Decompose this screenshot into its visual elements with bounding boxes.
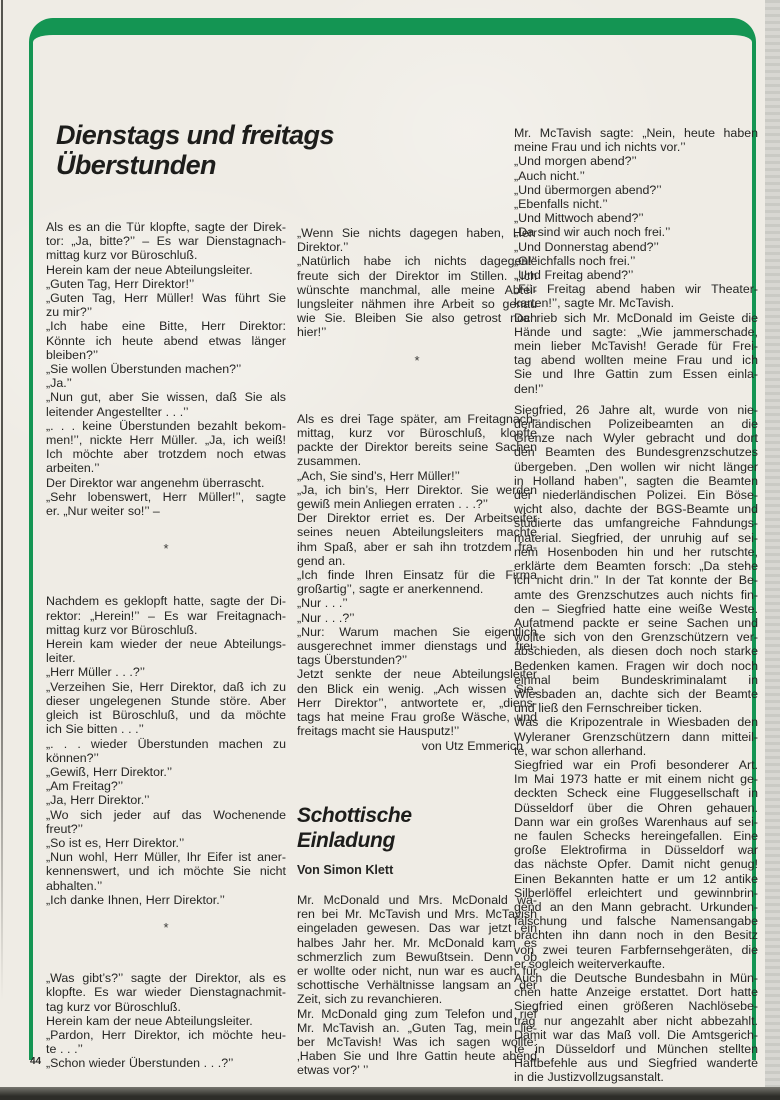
text-line: Düsseldorf über die Ohren gehauen. bbox=[514, 800, 758, 815]
article-title bbox=[56, 120, 334, 180]
text-line: „Und Donnerstag abend?’’ bbox=[514, 239, 659, 254]
paragraph bbox=[46, 291, 286, 319]
text-line: wollte sich von den Grenzschützern ver- bbox=[514, 630, 758, 645]
text-line: amte des Grenzschutzes auch nichts fin- bbox=[514, 587, 758, 602]
text-line: Siegfried einen größeren Nachlösebe- bbox=[514, 999, 758, 1014]
paragraph bbox=[514, 154, 758, 168]
text-line: „Gleichfalls noch frei.’’ bbox=[514, 253, 636, 268]
text-line: ihm Spaß, aber er sah ihn trotzdem fra- bbox=[297, 539, 537, 554]
text-line: er wollte oder nicht, nun war es auch für bbox=[297, 963, 537, 978]
text-line: er. „Nur weiter so!’’ – bbox=[46, 504, 160, 519]
text-line: Wiesbaden an, dachte sich der Beamte bbox=[514, 686, 758, 701]
paragraph bbox=[514, 197, 758, 211]
paragraph bbox=[297, 611, 537, 625]
paragraph bbox=[514, 254, 758, 268]
text-line: den Beamten des Bundesgrenzschutzes bbox=[514, 445, 758, 460]
text-line: gend an. bbox=[297, 553, 346, 568]
text-line: Herr Direktor’’, antwortete er, „diens- bbox=[297, 695, 537, 710]
text-line: „Nur . . .’’ bbox=[297, 596, 348, 611]
text-line: te in Düsseldorf und München stellten bbox=[514, 1042, 758, 1056]
text-line: ich Sie bitten . . .’’ bbox=[46, 722, 144, 737]
paragraph bbox=[297, 1007, 537, 1078]
paragraph bbox=[46, 1056, 286, 1070]
text-line: trag nur angezahlt aber nicht abbezahlt. bbox=[514, 1013, 758, 1028]
text-line: „Und Freitag abend?’’ bbox=[514, 268, 634, 283]
scan-edge-left bbox=[1, 0, 3, 1000]
paragraph bbox=[46, 850, 286, 893]
text-line: „Nur: Warum machen Sie eigentlich bbox=[297, 624, 537, 639]
story-title bbox=[297, 803, 537, 853]
text-line: „Und Mittwoch abend?’’ bbox=[514, 211, 644, 226]
text-line: wicht also, dachte der BGS-Beamte und bbox=[514, 502, 758, 517]
story-title-line: Einladung bbox=[297, 828, 395, 852]
text-line: Herein kam der neue Abteilungsleiter. bbox=[46, 1013, 253, 1028]
text-line: „Gewiß, Herr Direktor.’’ bbox=[46, 764, 173, 779]
paragraph bbox=[514, 758, 758, 971]
paragraph bbox=[514, 240, 758, 254]
paragraph bbox=[46, 680, 286, 737]
paragraph bbox=[46, 220, 286, 263]
text-line: Da rieb sich Mr. McDonald im Geiste die bbox=[514, 310, 758, 325]
text-line: den – Siegfried hatte eine weiße Weste. bbox=[514, 601, 758, 616]
text-line: „Ja, Herr Direktor.’’ bbox=[46, 793, 150, 808]
text-column-2 bbox=[297, 226, 537, 1078]
text-line: abschieden, als diesen doch noch starke bbox=[514, 644, 758, 659]
text-line: Könnte ich heute abend etwas länger bbox=[46, 333, 286, 348]
section-separator: * bbox=[163, 919, 169, 935]
text-line: karten!’’, sagte Mr. McTavish. bbox=[514, 296, 675, 311]
text-line: in die Justizvollzugsanstalt. bbox=[514, 1070, 664, 1085]
paragraph bbox=[297, 625, 537, 668]
paragraph bbox=[46, 779, 286, 793]
paragraph bbox=[297, 667, 537, 738]
text-line: „Nun wohl, Herr Müller, Ihr Eifer ist aner- bbox=[46, 850, 286, 865]
text-line: großartig’’, sagte er anerkennend. bbox=[297, 582, 484, 597]
text-line: Dann war ein großes Warenhaus auf sei- bbox=[514, 814, 758, 829]
text-line: Sie und Ihre Gattin zum Essen einla- bbox=[514, 367, 758, 382]
article-title-line2: Überstunden bbox=[56, 150, 216, 180]
text-line: freute sich der Direktor im Stillen. „Ich bbox=[297, 268, 537, 283]
paragraph bbox=[46, 793, 286, 807]
article-title-line1: Dienstags und freitags bbox=[56, 120, 334, 150]
text-line: „So ist es, Herr Direktor.’’ bbox=[46, 835, 185, 850]
text-line: Herein kam der neue Abteilungsleiter. bbox=[46, 262, 253, 277]
paragraph bbox=[514, 403, 758, 715]
text-line: Silberlöffel erleichtert und gewinnbrin- bbox=[514, 885, 758, 900]
paragraph bbox=[46, 637, 286, 665]
scan-shadow-bottom bbox=[0, 1087, 780, 1100]
text-line: hier!’’ bbox=[297, 325, 327, 340]
paragraph bbox=[46, 1028, 286, 1056]
text-line: in Holland haben’’, sagten die Beamten bbox=[514, 473, 758, 488]
text-line: Siegfried war ein Profi besonderer Art. bbox=[514, 757, 758, 772]
paragraph bbox=[297, 596, 537, 610]
text-line: „Sehr lobenswert, Herr Müller!’’, sagte bbox=[46, 489, 286, 504]
text-line: der niederländischen Polizei. Ein Böse- bbox=[514, 488, 758, 503]
paragraph bbox=[297, 893, 537, 1007]
section-separator: * bbox=[414, 352, 420, 368]
text-line: Aufatmend packte er seine Sachen und bbox=[514, 615, 758, 630]
text-line: Als es drei Tage später, am Freitagnach- bbox=[297, 411, 537, 426]
text-line: mittag kurz vor Büroschluß. bbox=[46, 248, 198, 263]
paragraph bbox=[46, 665, 286, 679]
text-line: halbes Jahr her. Mr. McDonald kam es bbox=[297, 935, 537, 950]
section-separator: * bbox=[163, 541, 169, 557]
text-line: zusammen. bbox=[297, 454, 362, 469]
text-line: „Ebenfalls nicht.’’ bbox=[514, 197, 608, 212]
paragraph bbox=[46, 419, 286, 476]
text-line: das nächste Opfer. Damit nicht genug! bbox=[514, 857, 758, 872]
text-line: „Ach, Sie sind’s, Herr Müller!’’ bbox=[297, 468, 460, 483]
text-line: tags hat meine Frau große Wäsche, und bbox=[297, 710, 537, 725]
text-line: „Da sind wir auch noch frei.’’ bbox=[514, 225, 671, 240]
paragraph bbox=[46, 971, 286, 1014]
text-line: mittag kurz vor Büroschluß. bbox=[46, 622, 198, 637]
text-line: ne faulen Schecks hereingefallen. Eine bbox=[514, 828, 758, 843]
story-author: von Utz Emmerich bbox=[421, 738, 523, 753]
text-line: ich nicht drin.’’ In der Tat konnte der Be- bbox=[514, 573, 758, 588]
text-line: den!’’ bbox=[514, 381, 544, 396]
text-line: mein lieber McTavish! Gerade für Frei- bbox=[514, 339, 758, 354]
paragraph bbox=[514, 971, 758, 1085]
text-line: Hände und sagte: „Wie jammerschade, bbox=[514, 324, 758, 339]
text-line: tags Überstunden?’’ bbox=[297, 653, 408, 668]
paragraph bbox=[514, 311, 758, 396]
text-line: gend an den Mann gebracht. Urkunden- bbox=[514, 899, 758, 914]
paragraph bbox=[297, 226, 537, 254]
paragraph bbox=[46, 808, 286, 836]
paragraph bbox=[46, 362, 286, 376]
text-line: deckten Scheck eine Fluggesellschaft in bbox=[514, 786, 758, 801]
text-line: „Sie wollen Überstunden machen?’’ bbox=[46, 362, 242, 377]
text-line: kennenswert, und ich möchte Sie nicht bbox=[46, 864, 286, 879]
text-line: „Guten Tag, Herr Direktor!’’ bbox=[46, 276, 195, 291]
text-line: „Wenn Sie nichts dagegen haben, Herr bbox=[297, 226, 537, 240]
text-line: tor: „Ja, bitte?’’ – Es war Dienstagnach- bbox=[46, 234, 286, 249]
text-line: „Für Freitag abend haben wir Theater- bbox=[514, 282, 758, 297]
paragraph bbox=[46, 390, 286, 418]
text-line: „. . . keine Überstunden bezahlt bekom- bbox=[46, 418, 286, 433]
text-line: seines neuen Abteilungsleiters machte bbox=[297, 525, 537, 540]
paragraph bbox=[46, 319, 286, 362]
text-line: „Pardon, Herr Direktor, ich möchte heu- bbox=[46, 1027, 286, 1042]
paragraph bbox=[46, 594, 286, 637]
text-line: Was die Kripozentrale in Wiesbaden den bbox=[514, 715, 758, 730]
text-line: studierte das umfangreiche Fahndungs- bbox=[514, 516, 758, 531]
page-number: 44 bbox=[30, 1056, 42, 1067]
text-line: dieser ungelegenen Stunde störe. Aber bbox=[46, 693, 286, 708]
text-line: packte der Direktor bereits seine Sachen bbox=[297, 440, 537, 455]
text-line: Als es an die Tür klopfte, sagte der Direk- bbox=[46, 220, 286, 234]
text-line: Wyleraner Grenzschützern dann mitteil- bbox=[514, 729, 758, 744]
text-line: schottische Verhältnisse langsam an der bbox=[297, 978, 537, 993]
paragraph bbox=[297, 412, 537, 469]
text-line: ber McTavish! Was ich sagen wollte: bbox=[297, 1034, 537, 1049]
paragraph bbox=[46, 490, 286, 518]
paragraph bbox=[297, 254, 537, 339]
text-line: schmerzlich zum Bewußtsein. Denn ob bbox=[297, 949, 537, 964]
text-line: den Blick ein wenig. „Ach wissen Sie, bbox=[297, 681, 537, 696]
text-line: Damit war das Maß voll. Die Amtsgerich- bbox=[514, 1027, 758, 1042]
paragraph bbox=[514, 715, 758, 758]
text-line: zu mir?’’ bbox=[46, 305, 93, 320]
text-line: men!’’, nickte Herr Müller. „Ja, ich weiß! bbox=[46, 433, 286, 448]
text-line: „Ja, ich bin’s, Herr Direktor. Sie werden bbox=[297, 482, 537, 497]
text-line: brachten ihn dann noch in den Besitz bbox=[514, 928, 758, 943]
text-column-1 bbox=[46, 220, 286, 1071]
text-line: von zwei teuren Farbfernsehgeräten, die bbox=[514, 942, 758, 957]
text-line: Mr. McTavish sagte: „Nein, heute haben bbox=[514, 126, 758, 140]
paragraph bbox=[46, 737, 286, 765]
text-line: „Ja.’’ bbox=[46, 376, 72, 391]
text-line: „Ich danke Ihnen, Herr Direktor.’’ bbox=[46, 892, 225, 907]
story-byline: Von Simon Klett bbox=[297, 862, 394, 877]
text-line: leiter. bbox=[46, 651, 76, 666]
paragraph bbox=[46, 263, 286, 277]
text-line: Der Direktor erriet es. Der Arbeitseifer bbox=[297, 511, 537, 526]
paragraph bbox=[297, 511, 537, 568]
paragraph bbox=[46, 376, 286, 390]
text-line: gewiß mein Anliegen erraten . . .?’’ bbox=[297, 497, 489, 512]
text-line: „Ich habe eine Bitte, Herr Direktor: bbox=[46, 319, 286, 334]
text-line: „Ich finde Ihren Einsatz für die Firma bbox=[297, 568, 537, 583]
text-line: einmal beim Bundeskriminalamt in bbox=[514, 672, 758, 687]
text-line: mittag, kurz vor Büroschluß, klopfte bbox=[297, 426, 537, 441]
text-line: tag kurz vor Büroschluß. bbox=[46, 999, 181, 1014]
text-line: große Elektrofirma in Düsseldorf war bbox=[514, 843, 758, 858]
text-line: tag abend wollten meine Frau und ich bbox=[514, 353, 758, 368]
paragraph bbox=[46, 765, 286, 779]
text-line: bleiben?’’ bbox=[46, 347, 99, 362]
text-line: „Und morgen abend?’’ bbox=[514, 154, 637, 169]
paragraph bbox=[514, 169, 758, 183]
text-line: Im Mai 1973 hatte er mit einem nicht ge- bbox=[514, 772, 758, 787]
text-line: „. . . wieder Überstunden machen zu bbox=[46, 736, 286, 751]
text-line: freut?’’ bbox=[46, 821, 83, 836]
paragraph bbox=[297, 483, 537, 511]
text-line: Ich möchte aber trotzdem noch etwas bbox=[46, 447, 286, 462]
paragraph bbox=[514, 211, 758, 225]
text-line: Auch die Deutsche Bundesbahn in Mün- bbox=[514, 970, 758, 985]
text-line: wünschte manchmal, alle meine Abtei- bbox=[297, 282, 537, 297]
text-line: und ließ den Fernschreiber ticken. bbox=[514, 701, 703, 716]
text-line: er sogleich weiterverkaufte. bbox=[514, 956, 666, 971]
text-line: rektor: „Herein!’’ – Es war Freitagnach- bbox=[46, 608, 286, 623]
text-line: Mr. McDonald ging zum Telefon und rief bbox=[297, 1006, 537, 1021]
story-title-line: Schottische bbox=[297, 803, 412, 827]
text-line: Der Direktor war angenehm überrascht. bbox=[46, 475, 265, 490]
text-line: Direktor.’’ bbox=[297, 240, 349, 255]
text-line: gleich ist Büroschluß, und da möchte bbox=[46, 708, 286, 723]
text-line: te . . .’’ bbox=[46, 1042, 83, 1057]
text-line: te, war schon allerhand. bbox=[514, 743, 647, 758]
paragraph bbox=[514, 225, 758, 239]
text-line: Herein kam wieder der neue Abteilungs- bbox=[46, 637, 286, 652]
text-line: abhalten.’’ bbox=[46, 878, 103, 893]
text-line: „Nur . . .?’’ bbox=[297, 610, 355, 625]
paragraph bbox=[514, 126, 758, 154]
text-line: „Schon wieder Überstunden . . .?’’ bbox=[46, 1056, 234, 1071]
text-line: übergeben. „Den wollen wir nicht länger bbox=[514, 459, 758, 474]
text-line: „Guten Tag, Herr Müller! Was führt Sie bbox=[46, 291, 286, 306]
text-line: leitender Angestellter . . .’’ bbox=[46, 404, 189, 419]
text-line: wie Sie. Bleiben Sie also getrost noch bbox=[297, 311, 537, 326]
text-line: Mr. McTavish an. „Guten Tag, mein lie- bbox=[297, 1020, 537, 1035]
text-line: meine Frau und ich nichts vor.’’ bbox=[514, 140, 686, 155]
text-line: material. Siegfried, der unruhig auf sei- bbox=[514, 530, 758, 545]
text-line: klopfte. Es war wieder Dienstagnachmit- bbox=[46, 985, 286, 1000]
text-line: Einen Bekannten hatte er um 12 antike bbox=[514, 871, 758, 886]
paragraph bbox=[46, 836, 286, 850]
paragraph bbox=[46, 476, 286, 490]
text-line: erklärte dem Beamten forsch: „Da stehe bbox=[514, 559, 758, 574]
text-line: „Und übermorgen abend?’’ bbox=[514, 182, 662, 197]
paragraph bbox=[297, 469, 537, 483]
paragraph bbox=[514, 282, 758, 310]
text-line: eingeladen gewesen. Das war jetzt ein bbox=[297, 921, 537, 936]
text-line: derländischen Polizeibeamten an die bbox=[514, 417, 758, 432]
paragraph bbox=[46, 277, 286, 291]
text-line: ausgerechnet immer dienstags und frei- bbox=[297, 639, 537, 654]
text-line: freitags macht sie Hausputz!’’ bbox=[297, 724, 460, 739]
paragraph bbox=[514, 268, 758, 282]
text-line: „Was gibt’s?’’ sagte der Direktor, als es bbox=[46, 971, 286, 986]
text-line: „Wo sich jeder auf das Wochenende bbox=[46, 807, 286, 822]
paragraph bbox=[297, 568, 537, 596]
text-line: können?’’ bbox=[46, 750, 99, 765]
text-line: nem Hosenboden hin und her rutschte, bbox=[514, 544, 758, 559]
text-line: Siegfried, 26 Jahre alt, wurde von nie- bbox=[514, 402, 758, 417]
paper-edge-right bbox=[765, 0, 780, 1100]
text-line: etwas vor?’ ’’ bbox=[297, 1063, 369, 1078]
text-line: ren bei Mr. McTavish und Mrs. McTavish bbox=[297, 907, 537, 922]
paragraph bbox=[46, 1014, 286, 1028]
text-line: lungsleiter nähmen ihre Arbeit so genau bbox=[297, 297, 537, 312]
text-line: fälschung und falsche Namensangabe bbox=[514, 914, 758, 929]
text-line: Grenze nach Wyler gebracht und dort bbox=[514, 431, 758, 446]
text-line: „Am Freitag?’’ bbox=[46, 779, 124, 794]
text-line: „Herr Müller . . .?’’ bbox=[46, 665, 146, 680]
text-line: arbeiten.’’ bbox=[46, 461, 100, 476]
paragraph bbox=[46, 893, 286, 907]
text-line: Jetzt senkte der neue Abteilungsleiter bbox=[297, 667, 537, 682]
text-line: „Verzeihen Sie, Herr Direktor, daß ich zu bbox=[46, 679, 286, 694]
paragraph bbox=[514, 183, 758, 197]
text-line: „Auch nicht.’’ bbox=[514, 168, 585, 183]
text-line: Haftbefehle aus und Siegfried wanderte bbox=[514, 1056, 758, 1071]
text-column-3 bbox=[514, 126, 758, 1085]
text-line: Bedenken kamen. Fragen wir doch noch bbox=[514, 658, 758, 673]
text-line: ‚Haben Sie und Ihre Gattin heute abend bbox=[297, 1049, 537, 1064]
spacer bbox=[514, 396, 758, 403]
text-line: „Nun gut, aber Sie wissen, daß Sie als bbox=[46, 390, 286, 405]
spacer bbox=[297, 753, 537, 803]
text-line: Nachdem es geklopft hatte, sagte der Di- bbox=[46, 594, 286, 609]
text-line: chen hatte Anzeige erstattet. Dort hatte bbox=[514, 985, 758, 1000]
text-line: Zeit, sich zu revanchieren. bbox=[297, 992, 443, 1007]
text-line: Mr. McDonald und Mrs. McDonald wa- bbox=[297, 892, 537, 907]
text-line: „Natürlich habe ich nichts dagegen!’’ bbox=[297, 254, 537, 269]
